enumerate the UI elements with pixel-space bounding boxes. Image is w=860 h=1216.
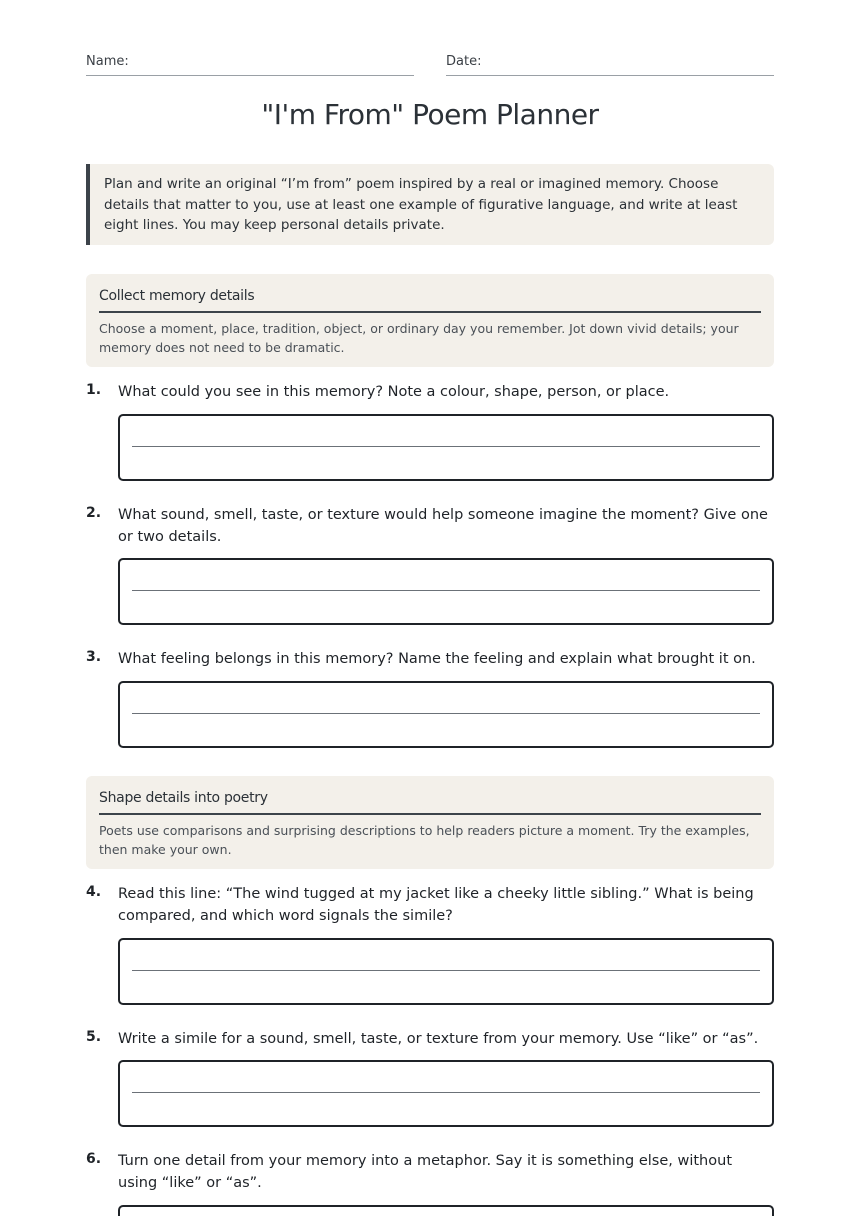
answer-line [132,1092,760,1093]
question-number: 3. [86,649,102,665]
question-text: Turn one detail from your memory into a metaphor. Say it is something else, without using “like” or “as”. [118,1153,732,1191]
section-description: Poets use comparisons and surprising descriptions to help readers picture a moment. Try the examples, then make your own. [99,823,750,857]
name-date-row [86,54,774,76]
section-shape-details-into-poetry [86,776,774,869]
date-field[interactable] [446,54,774,76]
answer-line [132,590,760,591]
section-collect-memory-details [86,274,774,367]
question-number: 6. [86,1151,102,1167]
question-text: What could you see in this memory? Note a colour, shape, person, or place. [118,384,670,400]
question-text: Write a simile for a sound, smell, taste, or texture from your memory. Use “like” or “as”. [118,1031,759,1047]
question-text: What sound, smell, taste, or texture would help someone imagine the moment? Give one or two details. [118,507,768,545]
question-text: What feeling belongs in this memory? Name the feeling and explain what brought it on. [118,651,756,667]
question-text: Read this line: “The wind tugged at my jacket like a cheeky little sibling.” What is being compared, and which word signals the simile? [118,886,754,924]
answer-line [132,970,760,971]
answer-line [132,446,760,447]
question-number: 2. [86,505,102,521]
answer-box-1[interactable] [118,414,774,481]
answer-box-5[interactable] [118,1060,774,1127]
name-field[interactable] [86,54,414,76]
page-title: "I'm From" Poem Planner [261,98,599,131]
answer-box-4[interactable] [118,938,774,1005]
date-label: Date: [446,54,482,69]
answer-box-6[interactable] [118,1205,774,1216]
answer-box-3[interactable] [118,681,774,748]
question-number: 5. [86,1029,102,1045]
intro-callout: Plan and write an original “I’m from” poem inspired by a real or imagined memory. Choose details that matter to you, use at least one example of figurative language, and write at least eight lines. You may keep personal details private. [86,164,774,245]
answer-line [132,713,760,714]
question-number: 4. [86,884,102,900]
question-number: 1. [86,382,102,398]
worksheet-page [86,0,774,1216]
answer-box-2[interactable] [118,558,774,625]
name-label: Name: [86,54,129,69]
section-title: Shape details into poetry [99,790,761,815]
section-description: Choose a moment, place, tradition, object, or ordinary day you remember. Jot down vivid details; your memory does not need to be dramatic. [99,321,739,355]
section-title: Collect memory details [99,288,761,313]
